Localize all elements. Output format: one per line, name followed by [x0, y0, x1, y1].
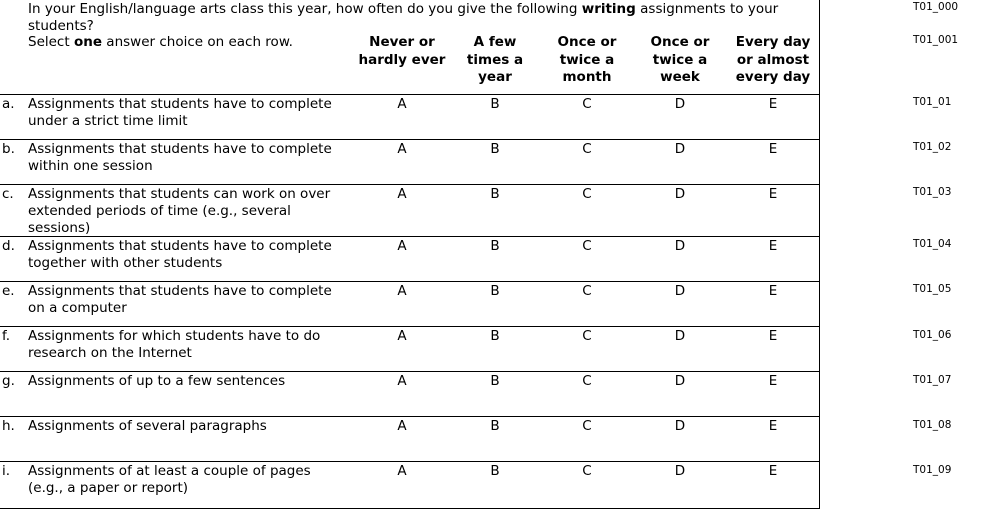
option-d[interactable]: D: [674, 238, 686, 254]
row-text-line: within one session: [28, 158, 153, 174]
table-row: [0, 95, 819, 140]
option-b[interactable]: B: [490, 141, 500, 157]
row-text-line: Assignments that students have to complete: [28, 141, 332, 157]
column-header-line: times a: [466, 51, 524, 68]
table-row: [0, 140, 819, 185]
variable-code: T01_000: [913, 1, 959, 13]
option-c[interactable]: C: [582, 238, 592, 254]
question-text-after: assignments to your students?: [28, 1, 779, 34]
option-e[interactable]: E: [768, 141, 778, 157]
column-header-line: year: [478, 69, 512, 85]
option-e[interactable]: E: [768, 96, 778, 112]
column-header-line: twice a: [559, 51, 615, 68]
option-a[interactable]: A: [397, 238, 407, 254]
option-c[interactable]: C: [582, 96, 592, 112]
option-a[interactable]: A: [397, 463, 407, 479]
row-text-line: research on the Internet: [28, 345, 192, 361]
question-text-bold: writing: [581, 1, 636, 17]
column-header-line: A few: [473, 34, 517, 50]
option-c[interactable]: C: [582, 283, 592, 299]
option-b[interactable]: B: [490, 418, 500, 434]
option-c[interactable]: C: [582, 373, 592, 389]
table-row: [0, 417, 819, 462]
row-text-line: under a strict time limit: [28, 113, 188, 129]
option-b[interactable]: B: [490, 186, 500, 202]
column-header-line: month: [562, 69, 612, 85]
row-text-line: Assignments for which students have to do: [28, 328, 321, 344]
option-c[interactable]: C: [582, 328, 592, 344]
variable-code: T01_04: [913, 238, 952, 250]
option-b[interactable]: B: [490, 373, 500, 389]
option-b[interactable]: B: [490, 238, 500, 254]
row-text-line: Assignments of up to a few sentences: [28, 373, 286, 389]
table-row: [0, 237, 819, 282]
row-letter: a.: [2, 96, 15, 112]
option-d[interactable]: D: [674, 186, 686, 202]
variable-code: T01_05: [913, 283, 952, 295]
column-header-line: Every day: [735, 34, 811, 50]
option-c[interactable]: C: [582, 186, 592, 202]
variable-code: T01_07: [913, 374, 952, 386]
row-text-line: Assignments of several paragraphs: [28, 418, 267, 434]
row-text: [28, 141, 353, 175]
option-a[interactable]: A: [397, 418, 407, 434]
column-header-line: or almost: [736, 51, 810, 68]
row-letter: h.: [2, 418, 15, 434]
row-letter: d.: [2, 238, 15, 254]
row-text: [28, 418, 353, 435]
variable-code: T01_03: [913, 186, 952, 198]
column-header-line: twice a: [652, 51, 708, 68]
column-header-line: week: [660, 69, 700, 85]
option-d[interactable]: D: [674, 418, 686, 434]
option-d[interactable]: D: [674, 373, 686, 389]
row-text: [28, 283, 353, 317]
column-header-line: hardly ever: [358, 51, 446, 68]
option-b[interactable]: B: [490, 328, 500, 344]
table-row: [0, 462, 819, 508]
option-d[interactable]: D: [674, 283, 686, 299]
row-text: [28, 96, 353, 130]
table-row: [0, 327, 819, 372]
row-letter: b.: [2, 141, 15, 157]
row-letter: e.: [2, 283, 15, 299]
column-header-line: Once or: [650, 34, 710, 50]
option-e[interactable]: E: [768, 463, 778, 479]
row-text: [28, 186, 353, 237]
option-c[interactable]: C: [582, 418, 592, 434]
row-text: [28, 373, 353, 390]
row-letter: c.: [2, 186, 14, 202]
row-text-line: together with other students: [28, 255, 223, 271]
option-e[interactable]: E: [768, 373, 778, 389]
row-letter: f.: [2, 328, 11, 344]
option-a[interactable]: A: [397, 373, 407, 389]
option-a[interactable]: A: [397, 328, 407, 344]
instruction-before: Select: [28, 34, 74, 50]
option-b[interactable]: B: [490, 96, 500, 112]
table-row: [0, 282, 819, 327]
table-row: [0, 372, 819, 417]
column-header-line: Once or: [557, 34, 617, 50]
option-e[interactable]: E: [768, 328, 778, 344]
option-e[interactable]: E: [768, 283, 778, 299]
variable-code: T01_02: [913, 141, 952, 153]
row-letter: g.: [2, 373, 15, 389]
instruction-bold: one: [73, 34, 102, 50]
row-text-line: on a computer: [28, 300, 127, 316]
row-letter: i.: [2, 463, 11, 479]
option-e[interactable]: E: [768, 418, 778, 434]
option-b[interactable]: B: [490, 283, 500, 299]
option-d[interactable]: D: [674, 328, 686, 344]
option-c[interactable]: C: [582, 141, 592, 157]
variable-code: T01_01: [913, 96, 952, 108]
column-header-line: Never or: [369, 34, 435, 50]
option-a[interactable]: A: [397, 186, 407, 202]
option-e[interactable]: E: [768, 186, 778, 202]
row-text-line: Assignments that students have to complete: [28, 96, 332, 112]
instruction-text: [28, 34, 293, 51]
option-e[interactable]: E: [768, 238, 778, 254]
row-text-line: Assignments that students have to complete: [28, 283, 332, 299]
variable-code: T01_06: [913, 329, 952, 341]
variable-code: T01_09: [913, 464, 952, 476]
row-text-line: extended periods of time (e.g., several: [28, 203, 291, 219]
row-text-line: Assignments of at least a couple of pages: [28, 463, 311, 479]
column-header-line: every day: [735, 69, 811, 85]
row-text: [28, 463, 353, 497]
question-text: [28, 1, 818, 34]
option-d[interactable]: D: [674, 463, 686, 479]
option-c[interactable]: C: [582, 463, 592, 479]
question-text-before: In your English/language arts class this year, how often do you give the following: [28, 1, 582, 17]
row-text-line: (e.g., a paper or report): [28, 480, 189, 496]
table-row: [0, 185, 819, 237]
option-a[interactable]: A: [397, 141, 407, 157]
row-text-line: Assignments that students have to complete: [28, 238, 332, 254]
row-text-line: sessions): [28, 220, 91, 236]
row-text: [28, 238, 353, 272]
variable-code: T01_08: [913, 419, 952, 431]
variable-code: T01_001: [913, 34, 959, 46]
option-d[interactable]: D: [674, 141, 686, 157]
row-text: [28, 328, 353, 362]
column-header-every-day: [718, 34, 828, 87]
instruction-after: answer choice on each row.: [102, 34, 293, 50]
option-b[interactable]: B: [490, 463, 500, 479]
question-header: [0, 0, 819, 95]
option-a[interactable]: A: [397, 283, 407, 299]
option-d[interactable]: D: [674, 96, 686, 112]
option-a[interactable]: A: [397, 96, 407, 112]
row-text-line: Assignments that students can work on over: [28, 186, 331, 202]
